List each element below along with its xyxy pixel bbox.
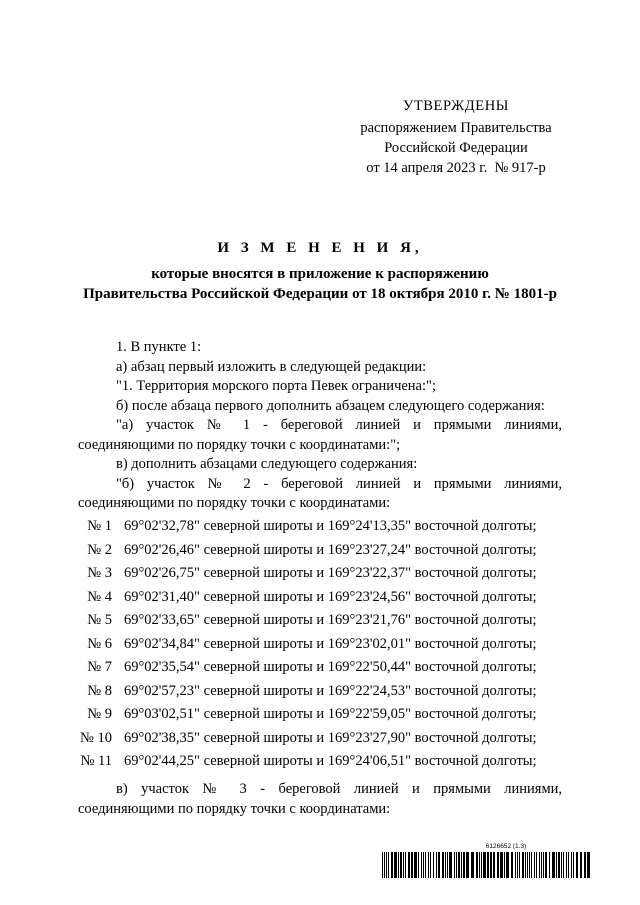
paragraph-continuation: соединяющими по порядку точки с координатами:"; <box>78 436 401 453</box>
approval-title: УТВЕРЖДЕНЫ <box>402 98 510 114</box>
body-text-continued <box>78 780 562 819</box>
coordinate-row <box>78 680 562 704</box>
paragraph: "1. Территория морского порта Певек ограничена:"; <box>116 378 436 394</box>
barcode-block <box>382 843 590 878</box>
point-coordinates: 69°02'32,78" северной широты и 169°24'13,35" восточной долготы; <box>124 518 537 535</box>
point-number: № 10 <box>80 729 112 746</box>
point-coordinates: 69°03'02,51" северной широты и 169°22'59,05" восточной долготы; <box>124 706 537 723</box>
point-coordinates: 69°02'44,25" северной широты и 169°24'06,51" восточной долготы; <box>124 753 537 770</box>
point-number: № 11 <box>80 753 112 770</box>
paragraph: "б) участок № 2 - береговой линией и прямыми линиями, <box>116 475 562 492</box>
point-number: № 9 <box>87 706 112 723</box>
coordinate-row <box>78 750 562 774</box>
coordinate-list <box>78 515 562 774</box>
heading-title: И З М Е Н Е Н И Я, <box>217 240 423 256</box>
coordinate-row <box>78 633 562 657</box>
point-coordinates: 69°02'38,35" северной широты и 169°23'27,90" восточной долготы; <box>124 729 537 746</box>
coordinate-row <box>78 515 562 539</box>
point-coordinates: 69°02'26,46" северной широты и 169°23'27,24" восточной долготы; <box>124 541 537 558</box>
heading-subtitle: Правительства Российской Федерации от 18 октября 2010 г. № 1801-р <box>83 286 557 302</box>
paragraph-continuation: соединяющими по порядку точки с координатами: <box>78 800 391 817</box>
approval-line: распоряжением Правительства <box>360 120 552 136</box>
paragraph: а) абзац первый изложить в следующей редакции: <box>116 358 427 375</box>
body-text <box>78 338 562 514</box>
barcode-icon <box>382 852 590 878</box>
point-number: № 6 <box>87 635 112 652</box>
point-number: № 8 <box>87 682 112 699</box>
coordinate-row <box>78 703 562 727</box>
paragraph: б) после абзаца первого дополнить абзацем следующего содержания: <box>116 397 545 414</box>
coordinate-row <box>78 609 562 633</box>
paragraph: "а) участок № 1 - береговой линией и прямыми линиями, <box>116 417 562 433</box>
paragraph: в) дополнить абзацами следующего содержания: <box>116 456 418 472</box>
coordinate-row <box>78 727 562 751</box>
coordinate-row <box>78 539 562 563</box>
point-number: № 5 <box>87 612 112 629</box>
paragraph: в) участок № 3 - береговой линией и прямыми линиями, <box>116 781 562 797</box>
approval-date: от 14 апреля 2023 г. № 917-р <box>366 160 546 176</box>
point-number: № 2 <box>87 541 112 558</box>
document-heading <box>0 240 640 304</box>
coordinate-row <box>78 586 562 610</box>
point-coordinates: 69°02'57,23" северной широты и 169°22'24,53" восточной долготы; <box>124 682 537 699</box>
paragraph: 1. В пункте 1: <box>116 339 202 355</box>
approval-line: Российской Федерации <box>384 140 528 156</box>
paragraph-continuation: соединяющими по порядку точки с координатами: <box>78 495 391 511</box>
point-number: № 3 <box>87 565 112 582</box>
point-number: № 1 <box>87 518 112 535</box>
point-coordinates: 69°02'31,40" северной широты и 169°23'24,56" восточной долготы; <box>124 588 537 605</box>
heading-subtitle: которые вносятся в приложение к распоряжению <box>151 266 489 282</box>
point-number: № 7 <box>87 659 112 676</box>
point-coordinates: 69°02'33,65" северной широты и 169°23'21,76" восточной долготы; <box>124 612 537 629</box>
point-coordinates: 69°02'26,75" северной широты и 169°23'22,37" восточной долготы; <box>124 565 537 582</box>
barcode-label: 6126652 (1.3) <box>485 843 527 850</box>
approval-block <box>330 96 582 178</box>
coordinate-row <box>78 562 562 586</box>
point-number: № 4 <box>87 588 112 605</box>
coordinate-row <box>78 656 562 680</box>
point-coordinates: 69°02'35,54" северной широты и 169°22'50,44" восточной долготы; <box>124 659 537 676</box>
point-coordinates: 69°02'34,84" северной широты и 169°23'02,01" восточной долготы; <box>124 635 537 652</box>
